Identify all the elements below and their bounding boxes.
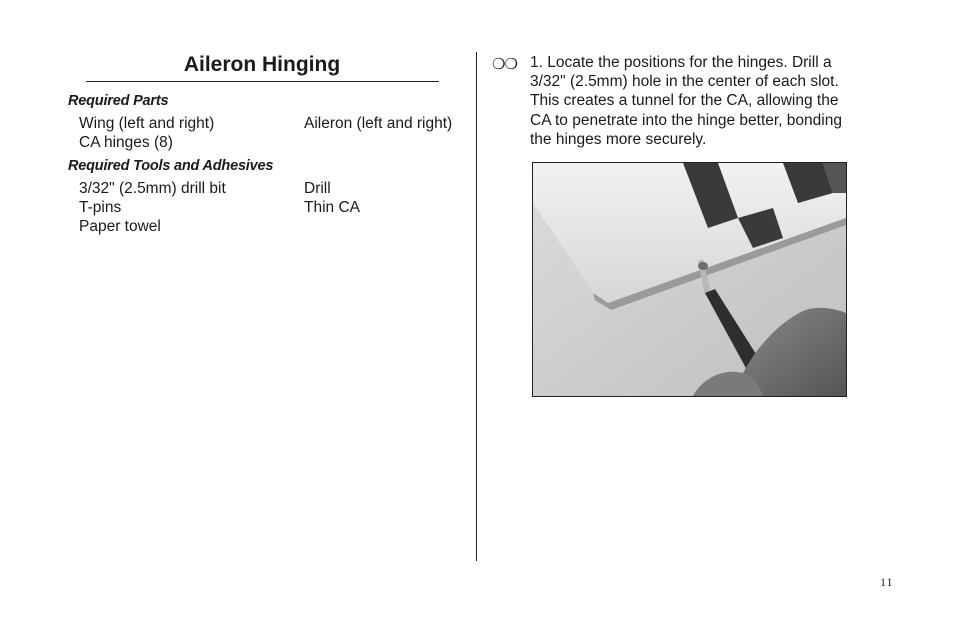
drilling-photo-illustration <box>533 163 846 396</box>
required-part-item: CA hinges (8) <box>79 134 173 151</box>
required-tools-heading: Required Tools and Adhesives <box>68 158 274 174</box>
required-tool-item: 3/32" (2.5mm) drill bit <box>79 180 226 197</box>
required-tool-item: Thin CA <box>304 199 360 216</box>
page-number: 11 <box>880 575 894 589</box>
required-part-item: Aileron (left and right) <box>304 115 453 132</box>
required-tool-item: Drill <box>304 180 331 197</box>
column-divider <box>476 52 477 561</box>
required-tool-item: T-pins <box>79 199 122 216</box>
required-tool-item: Paper towel <box>79 218 161 235</box>
page-title: Aileron Hinging <box>183 53 341 76</box>
step-1-text: 1. Locate the positions for the hinges. Drill a 3/32" (2.5mm) hole in the center of each slot. This creates a tunnel for the CA, allowing the CA to penetrate into the hinge better, bonding the hinges more securely. <box>530 54 842 148</box>
title-underline <box>86 81 439 82</box>
drilling-photo <box>532 162 847 397</box>
required-parts-heading: Required Parts <box>68 93 169 109</box>
required-part-item: Wing (left and right) <box>79 115 215 132</box>
step-checkbox-icon[interactable]: ❍❍ <box>492 56 517 73</box>
